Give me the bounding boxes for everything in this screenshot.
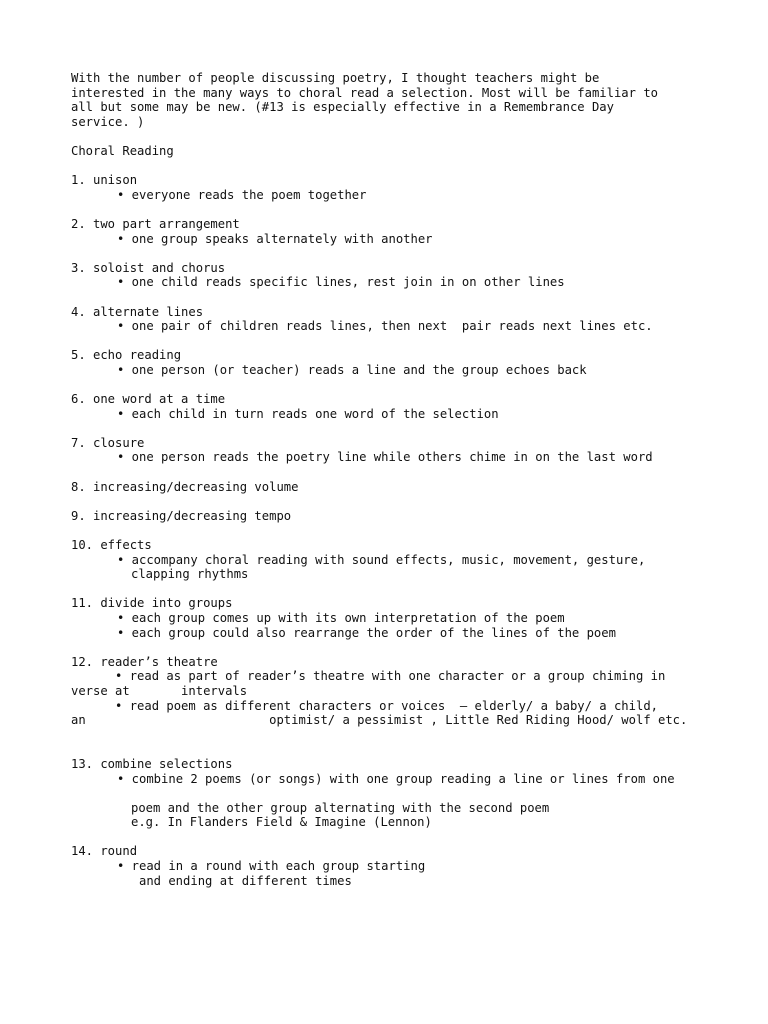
item-title: 14. round xyxy=(71,844,138,859)
item-bullet: • each group could also rearrange the order of the lines of the poem xyxy=(117,625,616,640)
item-title: 5. echo reading xyxy=(71,348,182,363)
document-page xyxy=(71,71,731,888)
intro-line: interested in the many ways to choral read a selection. Most will be familiar to xyxy=(71,85,658,100)
item-bullet: • each group comes up with its own interpretation of the poem xyxy=(117,610,565,625)
item-title: 3. soloist and chorus xyxy=(71,260,226,275)
item-title: 6. one word at a time xyxy=(71,392,226,407)
item-bullet: • one child reads specific lines, rest join in on other lines xyxy=(117,275,565,290)
item-title: 9. increasing/decreasing tempo xyxy=(71,508,292,523)
item-title: 11. divide into groups xyxy=(71,596,233,611)
item-bullet-continuation: poem and the other group alternating with the second poem xyxy=(131,800,550,815)
intro-line: service. ) xyxy=(71,114,145,129)
item-bullet-continuation: and ending at different times xyxy=(139,873,352,888)
item-title: 7. closure xyxy=(71,435,145,450)
item-bullet: • read in a round with each group starting xyxy=(117,859,426,874)
item-title: 2. two part arrangement xyxy=(71,216,240,231)
item-title: 13. combine selections xyxy=(71,756,233,771)
item-bullet: • one pair of children reads lines, then next pair reads next lines etc. xyxy=(117,319,653,334)
item-bullet: • read poem as different characters or voices – elderly/ a baby/ a child, xyxy=(71,698,658,713)
item-bullet: • accompany choral reading with sound effects, music, movement, gesture, xyxy=(117,552,646,567)
item-bullet: • one person (or teacher) reads a line and the group echoes back xyxy=(117,362,587,377)
item-bullet: • each child in turn reads one word of the selection xyxy=(117,406,499,421)
section-heading: Choral Reading xyxy=(71,143,174,158)
intro-line: all but some may be new. (#13 is especially effective in a Remembrance Day xyxy=(71,100,614,115)
item-bullet: • everyone reads the poem together xyxy=(117,187,367,202)
item-title: 4. alternate lines xyxy=(71,304,204,319)
item-title: 12. reader’s theatre xyxy=(71,654,218,669)
item-title: 1. unison xyxy=(71,173,138,188)
intro-line: With the number of people discussing poetry, I thought teachers might be xyxy=(71,71,600,85)
item-bullet-continuation: an optimist/ a pessimist , Little Red Riding Hood/ wolf etc. xyxy=(71,713,688,728)
item-bullet-continuation: verse at intervals xyxy=(71,683,248,698)
item-bullet: • one person reads the poetry line while others chime in on the last word xyxy=(117,450,653,465)
item-bullet: • combine 2 poems (or songs) with one group reading a line or lines from one xyxy=(117,771,675,786)
item-title: 8. increasing/decreasing volume xyxy=(71,479,299,494)
item-bullet: • read as part of reader’s theatre with one character or a group chiming in xyxy=(71,669,666,684)
item-title: 10. effects xyxy=(71,538,152,552)
item-bullet-continuation: e.g. In Flanders Field & Imagine (Lennon) xyxy=(131,815,432,830)
item-bullet-continuation: clapping rhythms xyxy=(131,567,249,582)
item-bullet: • one group speaks alternately with another xyxy=(117,231,433,246)
